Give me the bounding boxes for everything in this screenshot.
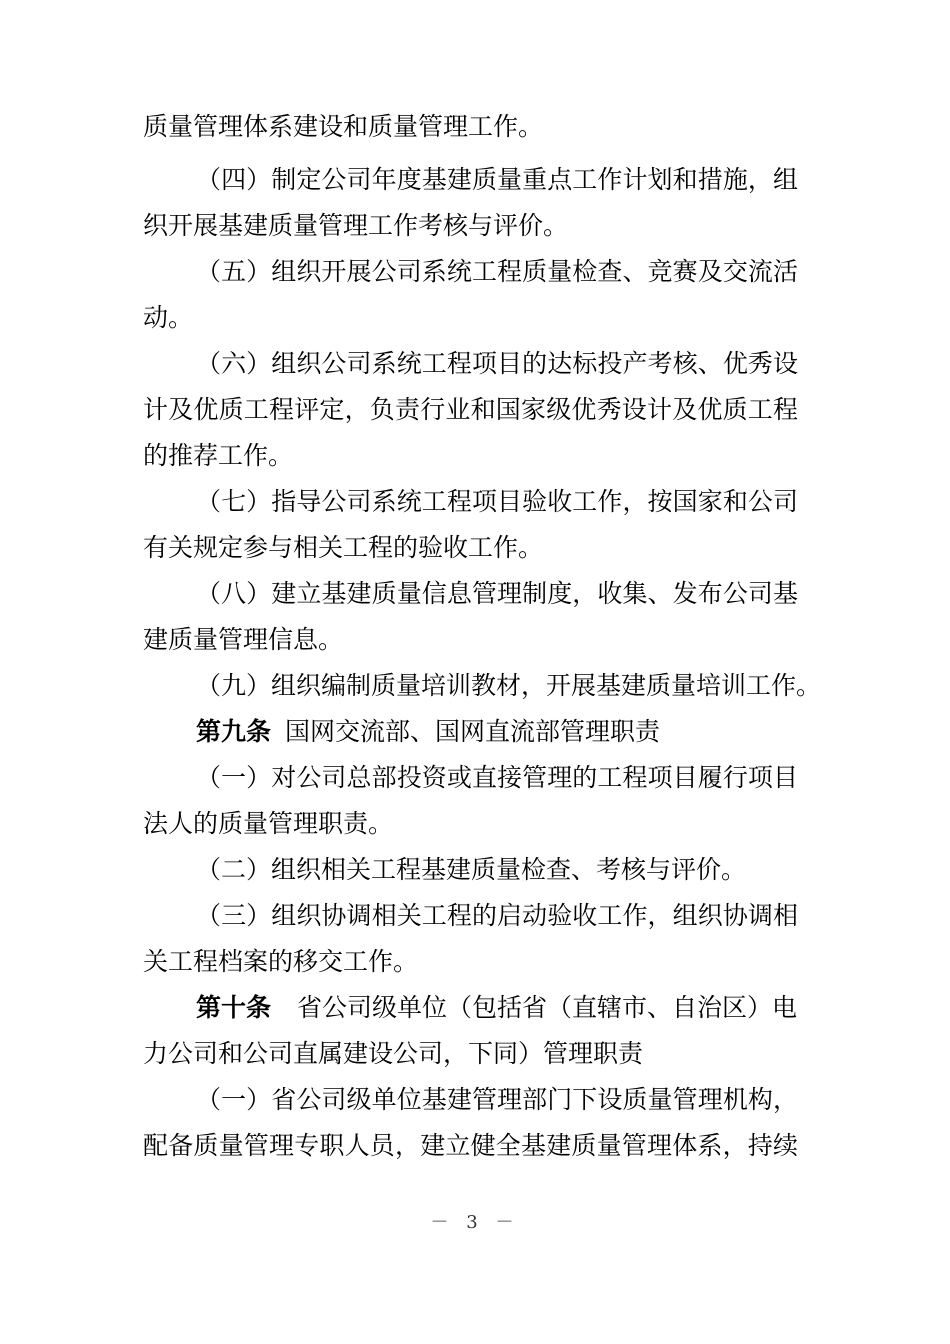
body-line-6: （六）组织公司系统工程项目的达标投产考核、优秀设 (196, 349, 798, 378)
body-line-5: 动。 (143, 303, 194, 332)
body-line-11: （八）建立基建质量信息管理制度，收集、发布公司基 (196, 579, 798, 608)
body-line-10: 有关规定参与相关工程的验收工作。 (143, 533, 544, 562)
body-line-12: 建质量管理信息。 (143, 625, 344, 654)
body-line-22: （一）省公司级单位基建管理部门下设质量管理机构， (196, 1085, 798, 1114)
body-line-8: 的推荐工作。 (143, 441, 294, 470)
body-line-3: 织开展基建质量管理工作考核与评价。 (143, 211, 569, 240)
article-10-title: 第十条 (196, 993, 272, 1022)
article-10-heading (196, 988, 797, 1028)
body-line-19: 关工程档案的移交工作。 (143, 947, 419, 976)
body-line-21: 力公司和公司直属建设公司，下同）管理职责 (143, 1039, 644, 1068)
page-number: － 3 － (430, 1212, 520, 1233)
body-line-17: （二）组织相关工程基建质量检查、考核与评价。 (196, 855, 747, 884)
body-line-23: 配备质量管理专职人员，建立健全基建质量管理体系，持续 (143, 1131, 798, 1160)
body-line-7: 计及优质工程评定，负责行业和国家级优秀设计及优质工程 (143, 395, 798, 424)
article-9-title: 第九条 (196, 717, 272, 746)
body-line-18: （三）组织协调相关工程的启动验收工作，组织协调相 (196, 901, 798, 930)
body-line-1: 质量管理体系建设和质量管理工作。 (143, 112, 544, 141)
article-9-text: 国网交流部、国网直流部管理职责 (285, 717, 661, 746)
body-line-4: （五）组织开展公司系统工程质量检查、竞赛及交流活 (196, 257, 798, 286)
body-line-15: （一）对公司总部投资或直接管理的工程项目履行项目 (196, 763, 798, 792)
article-9-heading (196, 712, 660, 752)
body-line-13: （九）组织编制质量培训教材，开展基建质量培训工作。 (196, 671, 822, 700)
body-line-16: 法人的质量管理职责。 (143, 809, 394, 838)
article-10-text: 省公司级单位（包括省（直辖市、自治区）电 (297, 993, 798, 1022)
body-line-9: （七）指导公司系统工程项目验收工作，按国家和公司 (196, 487, 798, 516)
body-line-2: （四）制定公司年度基建质量重点工作计划和措施，组 (196, 165, 798, 194)
